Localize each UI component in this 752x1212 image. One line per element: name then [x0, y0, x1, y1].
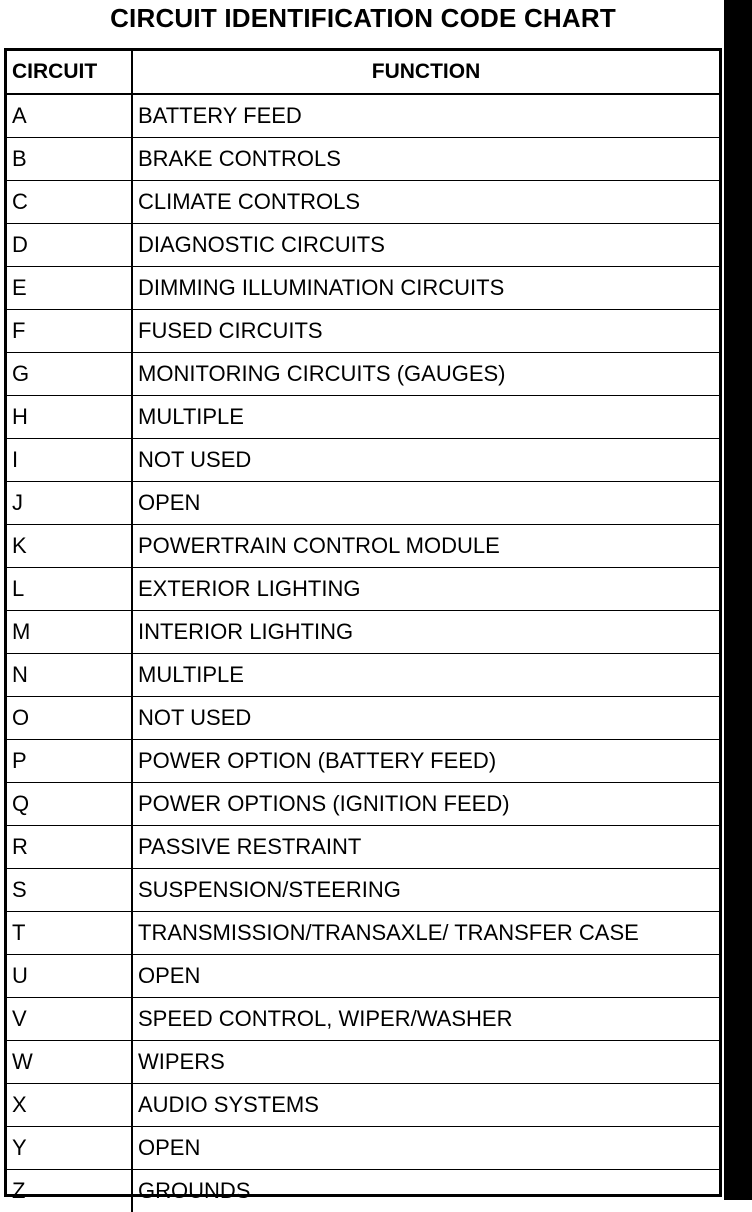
circuit-code-cell: X	[7, 1084, 132, 1127]
table-row	[7, 525, 719, 568]
circuit-code-cell: T	[7, 912, 132, 955]
function-cell: NOT USED	[132, 439, 719, 482]
circuit-code-cell: C	[7, 181, 132, 224]
circuit-code-cell: W	[7, 1041, 132, 1084]
circuit-code-cell: J	[7, 482, 132, 525]
function-cell: POWERTRAIN CONTROL MODULE	[132, 525, 719, 568]
function-cell: PASSIVE RESTRAINT	[132, 826, 719, 869]
function-cell: POWER OPTION (BATTERY FEED)	[132, 740, 719, 783]
circuit-code-cell: D	[7, 224, 132, 267]
circuit-code-cell: R	[7, 826, 132, 869]
circuit-code-cell: N	[7, 654, 132, 697]
circuit-code-cell: Z	[7, 1170, 132, 1212]
circuit-code-cell: G	[7, 353, 132, 396]
table-row	[7, 783, 719, 826]
table-row	[7, 869, 719, 912]
right-edge-bar	[724, 0, 752, 1200]
circuit-code-cell: F	[7, 310, 132, 353]
function-cell: MULTIPLE	[132, 654, 719, 697]
circuit-code-table-frame	[4, 48, 722, 1197]
function-cell: FUSED CIRCUITS	[132, 310, 719, 353]
table-row	[7, 1084, 719, 1127]
function-cell: DIAGNOSTIC CIRCUITS	[132, 224, 719, 267]
table-row	[7, 1041, 719, 1084]
circuit-code-cell: K	[7, 525, 132, 568]
function-cell: OPEN	[132, 1127, 719, 1170]
table-header-row	[7, 51, 719, 94]
column-header-function: FUNCTION	[132, 51, 719, 94]
function-cell: MULTIPLE	[132, 396, 719, 439]
table-row	[7, 267, 719, 310]
circuit-code-cell: P	[7, 740, 132, 783]
table-row	[7, 94, 719, 138]
table-row	[7, 654, 719, 697]
circuit-code-cell: Q	[7, 783, 132, 826]
function-cell: NOT USED	[132, 697, 719, 740]
circuit-code-cell: U	[7, 955, 132, 998]
table-row	[7, 310, 719, 353]
table-row	[7, 396, 719, 439]
table-row	[7, 482, 719, 525]
table-row	[7, 611, 719, 654]
circuit-code-cell: Y	[7, 1127, 132, 1170]
page-title: CIRCUIT IDENTIFICATION CODE CHART	[0, 0, 726, 40]
table-row	[7, 439, 719, 482]
table-row	[7, 740, 719, 783]
function-cell: AUDIO SYSTEMS	[132, 1084, 719, 1127]
circuit-code-cell: M	[7, 611, 132, 654]
table-row	[7, 998, 719, 1041]
function-cell: DIMMING ILLUMINATION CIRCUITS	[132, 267, 719, 310]
circuit-code-cell: S	[7, 869, 132, 912]
circuit-code-cell: E	[7, 267, 132, 310]
table-row	[7, 353, 719, 396]
function-cell: OPEN	[132, 482, 719, 525]
table-row	[7, 568, 719, 611]
table-row	[7, 1127, 719, 1170]
function-cell: GROUNDS	[132, 1170, 719, 1212]
column-header-circuit: CIRCUIT	[7, 51, 132, 94]
table-row	[7, 912, 719, 955]
circuit-code-cell: B	[7, 138, 132, 181]
circuit-code-cell: A	[7, 94, 132, 138]
circuit-code-cell: L	[7, 568, 132, 611]
function-cell: EXTERIOR LIGHTING	[132, 568, 719, 611]
function-cell: OPEN	[132, 955, 719, 998]
table-row	[7, 1170, 719, 1212]
table-row	[7, 826, 719, 869]
function-cell: WIPERS	[132, 1041, 719, 1084]
function-cell: TRANSMISSION/TRANSAXLE/ TRANSFER CASE	[132, 912, 719, 955]
function-cell: INTERIOR LIGHTING	[132, 611, 719, 654]
function-cell: POWER OPTIONS (IGNITION FEED)	[132, 783, 719, 826]
circuit-code-cell: I	[7, 439, 132, 482]
table-row	[7, 181, 719, 224]
function-cell: BATTERY FEED	[132, 94, 719, 138]
function-cell: SPEED CONTROL, WIPER/WASHER	[132, 998, 719, 1041]
function-cell: CLIMATE CONTROLS	[132, 181, 719, 224]
function-cell: MONITORING CIRCUITS (GAUGES)	[132, 353, 719, 396]
function-cell: SUSPENSION/STEERING	[132, 869, 719, 912]
table-row	[7, 955, 719, 998]
circuit-code-cell: V	[7, 998, 132, 1041]
circuit-code-cell: O	[7, 697, 132, 740]
circuit-code-table	[7, 51, 719, 1212]
circuit-code-cell: H	[7, 396, 132, 439]
function-cell: BRAKE CONTROLS	[132, 138, 719, 181]
table-row	[7, 138, 719, 181]
table-row	[7, 697, 719, 740]
table-row	[7, 224, 719, 267]
